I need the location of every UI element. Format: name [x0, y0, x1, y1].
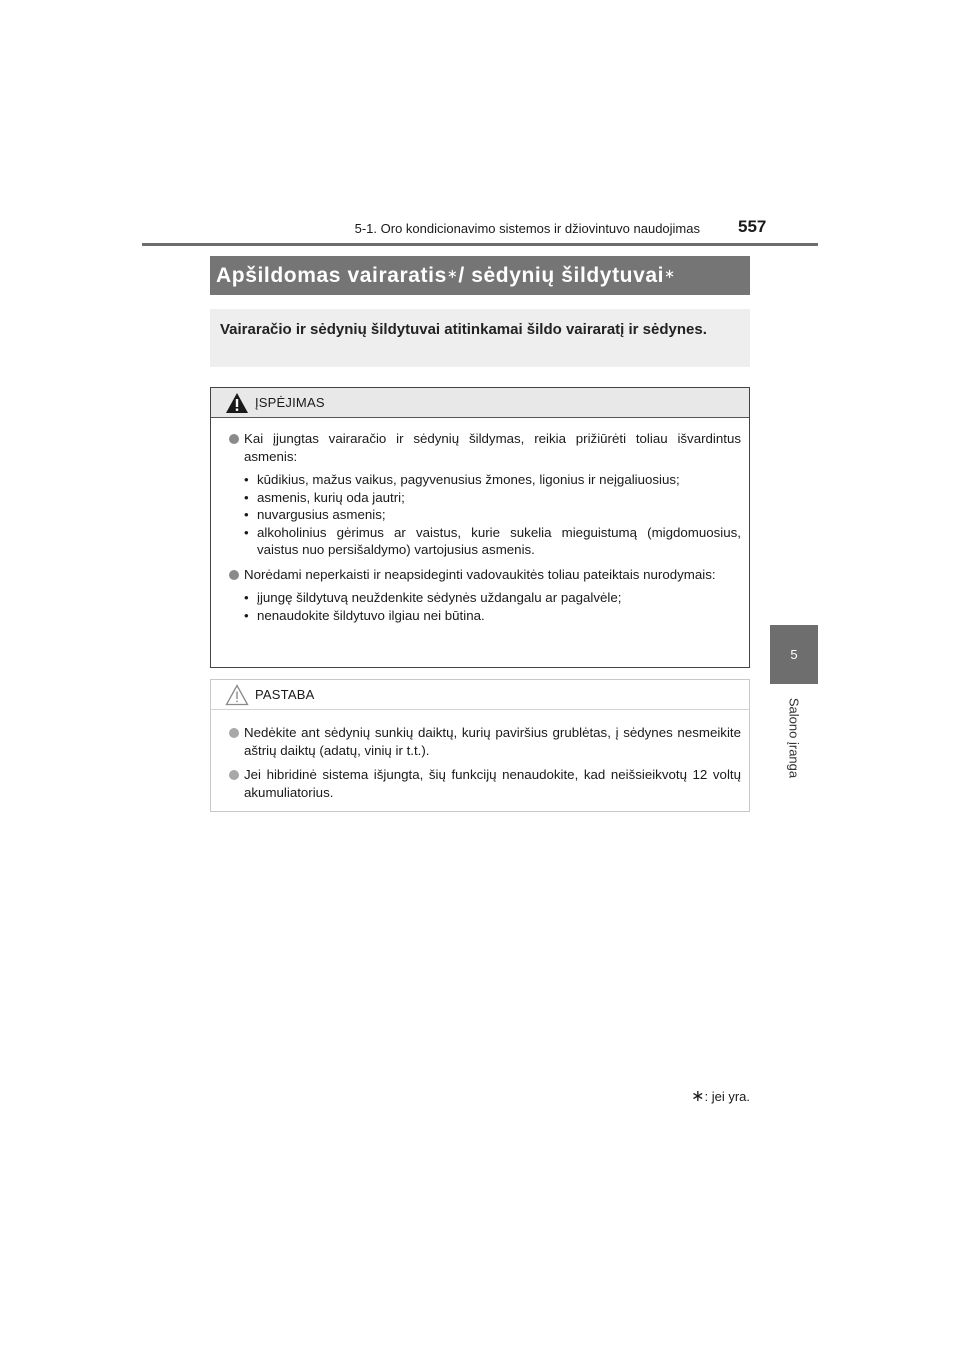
warning-header — [211, 388, 749, 418]
warning-subitem: • įjungę šildytuvą neuždenkite sėdynės uždangalu ar pagalvėle; — [244, 589, 741, 607]
bullet-dot-icon — [229, 434, 239, 444]
bullet-dot-icon — [229, 570, 239, 580]
availability-mark: ∗ — [446, 265, 459, 281]
bullet-dot-icon — [229, 770, 239, 780]
note-item — [229, 766, 741, 801]
warning-subitem: • nenaudokite šildytuvo ilgiau nei būtina. — [244, 607, 741, 625]
note-box — [210, 679, 750, 812]
chapter-tab[interactable] — [770, 625, 818, 684]
warning-body — [211, 418, 749, 624]
caution-triangle-icon — [225, 684, 249, 706]
warning-sublist — [244, 589, 741, 624]
note-label: PASTABA — [255, 687, 315, 702]
warning-label: ĮSPĖJIMAS — [255, 395, 325, 410]
bullet-dot-icon — [229, 728, 239, 738]
warning-subitem: • nuvargusius asmenis; — [244, 506, 741, 524]
warning-box — [210, 387, 750, 668]
warning-subitem: • kūdikius, mažus vaikus, pagyvenusius žmones, ligonius ir neįgaliuosius; — [244, 471, 741, 489]
intro-text: Vairaračio ir sėdynių šildytuvai atitinkamai šildo vairaratį ir sėdynes. — [220, 321, 707, 338]
page-number: 557 — [738, 217, 767, 236]
warning-triangle-icon — [225, 392, 249, 414]
footnote-mark: ∗ — [691, 1088, 705, 1105]
warning-item — [229, 566, 741, 625]
warning-subitem: • asmenis, kurių oda jautri; — [244, 489, 741, 507]
chapter-number: 5 — [790, 647, 798, 662]
availability-mark: ∗ — [664, 265, 676, 281]
section-title-part1: Apšildomas vairaratis — [216, 263, 447, 287]
header-title: 5-1. Oro kondicionavimo sistemos ir džiovintuvo naudojimas — [354, 221, 700, 236]
note-item — [229, 724, 741, 759]
warning-sublist — [244, 471, 741, 559]
footnote-text: : jei yra. — [704, 1089, 750, 1104]
chapter-name: Salono įranga — [786, 697, 802, 779]
warning-item — [229, 430, 741, 559]
warning-subitem: • alkoholinius gėrimus ar vaistus, kurie sukelia mieguistumą (migdomuosius, vaistus nuo persišaldymo) vartojusius asmenis. — [244, 524, 741, 559]
warning-item-text: Norėdami neperkaisti ir neapsideginti vadovaukitės toliau pateiktais nurodymais: — [244, 566, 716, 582]
intro-box — [210, 309, 750, 367]
footnote — [600, 1086, 750, 1106]
note-item-text: Jei hibridinė sistema išjungta, šių funkcijų nenaudokite, kad neišsieikvotų 12 voltų akumuliatorius. — [244, 767, 741, 800]
note-item-text: Nedėkite ant sėdynių sunkių daiktų, kurių paviršius grublėtas, į sėdynes nesmeikite aštrių daiktų (adatų, vinių ir t.t.). — [244, 725, 741, 758]
note-header — [211, 680, 749, 710]
note-body — [211, 710, 749, 801]
section-title-part2: / sėdynių šildytuvai — [458, 263, 665, 287]
header-rule — [142, 243, 818, 246]
warning-item-text: Kai įjungtas vairaračio ir sėdynių šildymas, reikia prižiūrėti toliau išvardintus asmenis: — [244, 431, 741, 464]
section-title-bar — [210, 256, 750, 295]
